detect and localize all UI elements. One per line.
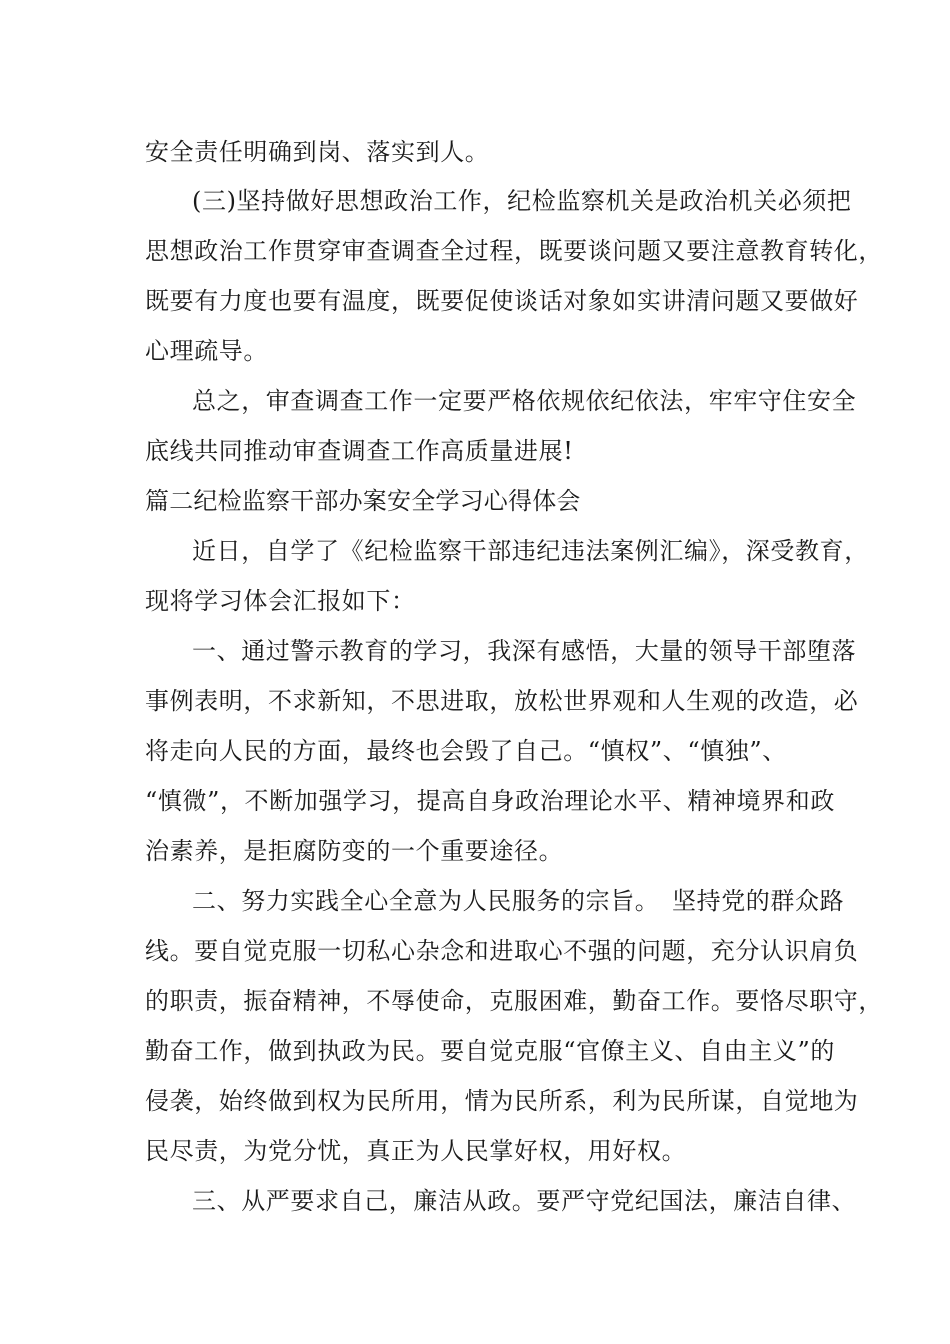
text-line: 治素养，是拒腐防变的一个重要途径。	[145, 837, 564, 865]
paragraph-start: 三、从严要求自己，廉洁从政。要严守党纪国法，廉洁自律、	[192, 1187, 857, 1215]
text-line: 勤奋工作，做到执政为民。要自觉克服“官僚主义、自由主义”的	[145, 1037, 835, 1065]
text-line: 的职责，振奋精神，不辱使命，克服困难，勤奋工作。要恪尽职守，	[145, 987, 883, 1015]
text-line: 安全责任明确到岗、落实到人。	[145, 138, 490, 166]
text-line: “慎微”，不断加强学习，提高自身政治理论水平、精神境界和政	[145, 787, 835, 815]
text-line: 思想政治工作贯穿审查调查全过程，既要谈问题又要注意教育转化，	[145, 237, 883, 265]
text-line: 民尽责，为党分忧，真正为人民掌好权，用好权。	[145, 1137, 687, 1165]
paragraph-start: 总之，审查调查工作一定要严格依规依纪依法，牢牢守住安全	[192, 387, 857, 415]
paragraph-start: 近日，自学了《纪检监察干部违纪违法案例汇编》，深受教育，	[192, 537, 869, 565]
section-heading: 篇二纪检监察干部办案安全学习心得体会	[145, 487, 581, 515]
text-line: 事例表明，不求新知，不思进取，放松世界观和人生观的改造，必	[145, 687, 859, 715]
paragraph-start: (三)坚持做好思想政治工作，纪检监察机关是政治机关必须把	[192, 187, 852, 215]
text-line: 侵袭，始终做到权为民所用，情为民所系，利为民所谋，自觉地为	[145, 1087, 859, 1115]
paragraph-start: 二、努力实践全心全意为人民服务的宗旨。 坚持党的群众路	[192, 887, 845, 915]
text-line: 心理疏导。	[145, 337, 268, 365]
text-line: 底线共同推动审查调查工作高质量进展!	[145, 437, 574, 465]
text-line: 现将学习体会汇报如下：	[145, 587, 416, 615]
text-line: 线。要自觉克服一切私心杂念和进取心不强的问题，充分认识肩负	[145, 937, 859, 965]
text-line: 将走向人民的方面，最终也会毁了自己。“慎权”、“慎独”、	[145, 737, 787, 765]
text-line: 既要有力度也要有温度，既要促使谈话对象如实讲清问题又要做好	[145, 287, 859, 315]
paragraph-start: 一、通过警示教育的学习，我深有感悟，大量的领导干部堕落	[192, 637, 857, 665]
